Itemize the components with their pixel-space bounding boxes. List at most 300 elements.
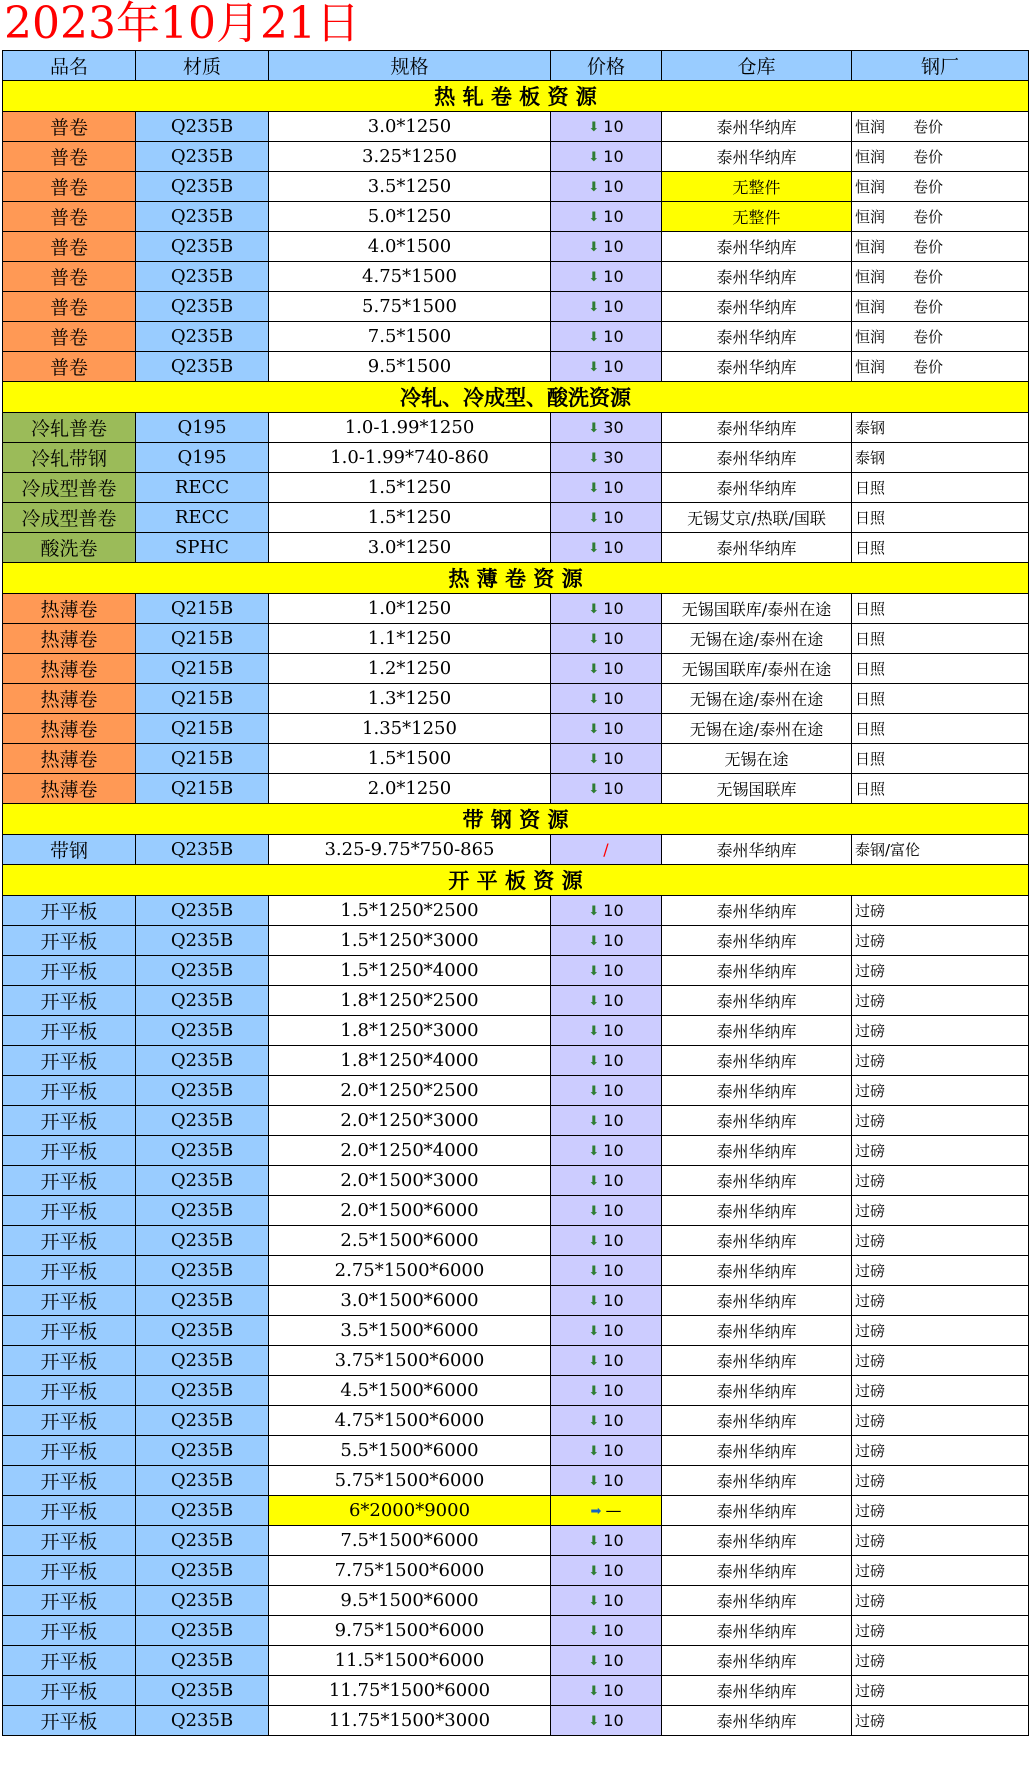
warehouse-cell: 泰州华纳库 — [662, 1016, 852, 1046]
product-name-cell: 开平板 — [3, 1076, 136, 1106]
spec-cell: 7.5*1500*6000 — [269, 1526, 551, 1556]
spec-cell: 5.75*1500 — [269, 292, 551, 322]
spec-cell: 11.75*1500*3000 — [269, 1706, 551, 1736]
warehouse-cell: 泰州华纳库 — [662, 112, 852, 142]
warehouse-cell: 泰州华纳库 — [662, 1436, 852, 1466]
mill-name: 过磅 — [855, 1082, 886, 1100]
warehouse-cell: 泰州华纳库 — [662, 1376, 852, 1406]
mill-name: 过磅 — [855, 1652, 886, 1670]
warehouse-cell: 泰州华纳库 — [662, 142, 852, 172]
material-cell: Q235B — [136, 202, 269, 232]
header-mill: 钢厂 — [852, 51, 1029, 81]
product-name-cell: 开平板 — [3, 1436, 136, 1466]
price-cell — [551, 443, 662, 473]
warehouse-cell: 无锡国联库 — [662, 774, 852, 804]
table-row — [3, 956, 1029, 986]
mill-name: 过磅 — [855, 1382, 886, 1400]
price-table — [2, 50, 1029, 1736]
product-name-cell: 普卷 — [3, 142, 136, 172]
warehouse-cell: 泰州华纳库 — [662, 1556, 852, 1586]
mill-cell — [852, 352, 1029, 382]
material-cell: Q215B — [136, 654, 269, 684]
arrow-down-icon: ⬇ — [588, 421, 600, 436]
section-title: 带 钢 资 源 — [3, 804, 1029, 835]
warehouse-cell: 泰州华纳库 — [662, 1466, 852, 1496]
arrow-down-icon: ⬇ — [588, 692, 600, 707]
price-cell — [551, 473, 662, 503]
price-cell — [551, 1406, 662, 1436]
price-value: 10 — [603, 1621, 624, 1640]
product-name-cell: 普卷 — [3, 262, 136, 292]
spec-cell: 3.5*1250 — [269, 172, 551, 202]
warehouse-cell: 泰州华纳库 — [662, 1196, 852, 1226]
product-name-cell: 冷轧普卷 — [3, 413, 136, 443]
mill-cell — [852, 503, 1029, 533]
mill-cell — [852, 1406, 1029, 1436]
product-name-cell: 热薄卷 — [3, 774, 136, 804]
material-cell: Q235B — [136, 1046, 269, 1076]
mill-cell — [852, 292, 1029, 322]
mill-name: 过磅 — [855, 932, 886, 950]
header-material: 材质 — [136, 51, 269, 81]
material-cell: Q235B — [136, 1316, 269, 1346]
product-name-cell: 开平板 — [3, 926, 136, 956]
mill-cell — [852, 533, 1029, 563]
warehouse-cell: 无整件 — [662, 202, 852, 232]
spec-cell: 2.75*1500*6000 — [269, 1256, 551, 1286]
warehouse-cell: 泰州华纳库 — [662, 1646, 852, 1676]
warehouse-cell: 无锡国联库/泰州在途 — [662, 594, 852, 624]
warehouse-cell: 泰州华纳库 — [662, 1676, 852, 1706]
mill-name: 日照 — [855, 660, 886, 678]
product-name-cell: 开平板 — [3, 1016, 136, 1046]
spec-cell: 9.5*1500*6000 — [269, 1586, 551, 1616]
material-cell: Q235B — [136, 1646, 269, 1676]
price-cell — [551, 956, 662, 986]
table-row — [3, 1166, 1029, 1196]
material-cell: Q235B — [136, 1586, 269, 1616]
spec-cell: 1.3*1250 — [269, 684, 551, 714]
arrow-down-icon: ⬇ — [588, 180, 600, 195]
price-cell — [551, 262, 662, 292]
material-cell: Q235B — [136, 1166, 269, 1196]
material-cell: Q235B — [136, 232, 269, 262]
arrow-down-icon: ⬇ — [588, 511, 600, 526]
material-cell: Q235B — [136, 835, 269, 865]
table-row — [3, 926, 1029, 956]
table-row — [3, 684, 1029, 714]
mill-cell — [852, 1616, 1029, 1646]
table-row — [3, 352, 1029, 382]
material-cell: Q235B — [136, 292, 269, 322]
price-value: 10 — [603, 1531, 624, 1550]
mill-name: 恒润 — [855, 358, 886, 376]
table-row — [3, 594, 1029, 624]
material-cell: Q235B — [136, 1016, 269, 1046]
price-value: 10 — [603, 991, 624, 1010]
product-name-cell: 开平板 — [3, 986, 136, 1016]
price-value: 30 — [603, 418, 624, 437]
material-cell: Q235B — [136, 926, 269, 956]
price-value: 10 — [603, 117, 624, 136]
product-name-cell: 普卷 — [3, 172, 136, 202]
mill-cell — [852, 594, 1029, 624]
spec-cell: 2.0*1250 — [269, 774, 551, 804]
price-value: 10 — [603, 719, 624, 738]
price-value: 10 — [603, 508, 624, 527]
price-cell — [551, 896, 662, 926]
product-name-cell: 热薄卷 — [3, 744, 136, 774]
table-row — [3, 1226, 1029, 1256]
mill-name: 日照 — [855, 539, 886, 557]
material-cell: Q215B — [136, 624, 269, 654]
table-row — [3, 1346, 1029, 1376]
mill-cell — [852, 172, 1029, 202]
warehouse-cell: 泰州华纳库 — [662, 413, 852, 443]
product-name-cell: 冷成型普卷 — [3, 473, 136, 503]
arrow-down-icon: ⬇ — [588, 481, 600, 496]
warehouse-cell: 泰州华纳库 — [662, 1706, 852, 1736]
mill-cell — [852, 1076, 1029, 1106]
section-title: 热 轧 卷 板 资 源 — [3, 81, 1029, 112]
mill-cell — [852, 1136, 1029, 1166]
spec-cell: 9.5*1500 — [269, 352, 551, 382]
table-row — [3, 443, 1029, 473]
price-value: 10 — [603, 1051, 624, 1070]
arrow-down-icon: ⬇ — [588, 330, 600, 345]
material-cell: Q235B — [136, 1286, 269, 1316]
spec-cell: 4.75*1500 — [269, 262, 551, 292]
product-name-cell: 开平板 — [3, 1046, 136, 1076]
mill-cell — [852, 1316, 1029, 1346]
mill-cell — [852, 473, 1029, 503]
arrow-down-icon: ⬇ — [588, 1264, 600, 1279]
mill-cell — [852, 1556, 1029, 1586]
table-row — [3, 986, 1029, 1016]
product-name-cell: 开平板 — [3, 1346, 136, 1376]
mill-cell — [852, 262, 1029, 292]
table-row — [3, 1256, 1029, 1286]
spec-cell: 1.0*1250 — [269, 594, 551, 624]
price-cell — [551, 322, 662, 352]
mill-name: 日照 — [855, 690, 886, 708]
price-cell — [551, 503, 662, 533]
table-row — [3, 172, 1029, 202]
mill-name: 过磅 — [855, 1412, 886, 1430]
mill-note: 卷价 — [913, 298, 944, 316]
table-row — [3, 1316, 1029, 1346]
spec-cell: 3.25-9.75*750-865 — [269, 835, 551, 865]
spec-cell: 1.5*1250 — [269, 503, 551, 533]
material-cell: Q235B — [136, 1676, 269, 1706]
mill-name: 过磅 — [855, 1292, 886, 1310]
price-cell — [551, 1046, 662, 1076]
mill-name: 过磅 — [855, 1262, 886, 1280]
table-row — [3, 142, 1029, 172]
mill-note: 卷价 — [913, 328, 944, 346]
table-row — [3, 1586, 1029, 1616]
table-row — [3, 232, 1029, 262]
mill-note: 卷价 — [913, 208, 944, 226]
price-value: 10 — [603, 1231, 624, 1250]
product-name-cell: 热薄卷 — [3, 684, 136, 714]
spec-cell: 1.0-1.99*740-860 — [269, 443, 551, 473]
arrow-right-icon: ➡ — [590, 1504, 602, 1519]
arrow-down-icon: ⬇ — [588, 451, 600, 466]
price-cell — [551, 1376, 662, 1406]
price-cell — [551, 1136, 662, 1166]
price-cell — [551, 413, 662, 443]
material-cell: Q195 — [136, 443, 269, 473]
price-cell — [551, 926, 662, 956]
table-row — [3, 1466, 1029, 1496]
price-value: 10 — [603, 1561, 624, 1580]
arrow-down-icon: ⬇ — [588, 1294, 600, 1309]
table-row — [3, 1106, 1029, 1136]
price-value: 10 — [603, 1081, 624, 1100]
material-cell: RECC — [136, 503, 269, 533]
price-cell — [551, 714, 662, 744]
table-row — [3, 714, 1029, 744]
material-cell: Q235B — [136, 1196, 269, 1226]
price-value: 10 — [603, 237, 624, 256]
product-name-cell: 开平板 — [3, 1106, 136, 1136]
spec-cell: 2.0*1250*3000 — [269, 1106, 551, 1136]
arrow-down-icon: ⬇ — [588, 150, 600, 165]
product-name-cell: 开平板 — [3, 1316, 136, 1346]
mill-cell — [852, 1286, 1029, 1316]
arrow-down-icon: ⬇ — [588, 1084, 600, 1099]
mill-name: 过磅 — [855, 1502, 886, 1520]
price-cell — [551, 835, 662, 865]
price-value: 30 — [603, 448, 624, 467]
mill-cell — [852, 835, 1029, 865]
table-row — [3, 292, 1029, 322]
price-value: 10 — [603, 1471, 624, 1490]
section-header-row — [3, 563, 1029, 594]
mill-cell — [852, 986, 1029, 1016]
spec-cell: 1.1*1250 — [269, 624, 551, 654]
spec-cell: 4.0*1500 — [269, 232, 551, 262]
mill-cell — [852, 112, 1029, 142]
price-value: 10 — [603, 659, 624, 678]
mill-name: 过磅 — [855, 1232, 886, 1250]
price-value: 10 — [603, 147, 624, 166]
mill-name: 恒润 — [855, 298, 886, 316]
arrow-down-icon: ⬇ — [588, 1144, 600, 1159]
header-row — [3, 51, 1029, 81]
mill-name: 恒润 — [855, 118, 886, 136]
arrow-down-icon: ⬇ — [588, 632, 600, 647]
material-cell: Q235B — [136, 956, 269, 986]
mill-note: 卷价 — [913, 178, 944, 196]
material-cell: Q235B — [136, 1526, 269, 1556]
table-row — [3, 262, 1029, 292]
warehouse-cell: 无锡在途/泰州在途 — [662, 714, 852, 744]
price-cell — [551, 684, 662, 714]
mill-name: 过磅 — [855, 1532, 886, 1550]
mill-name: 过磅 — [855, 1172, 886, 1190]
mill-cell — [852, 322, 1029, 352]
warehouse-cell: 泰州华纳库 — [662, 1166, 852, 1196]
warehouse-cell: 泰州华纳库 — [662, 1406, 852, 1436]
mill-name: 过磅 — [855, 1142, 886, 1160]
product-name-cell: 热薄卷 — [3, 714, 136, 744]
mill-cell — [852, 1526, 1029, 1556]
mill-name: 日照 — [855, 479, 886, 497]
price-cell — [551, 1256, 662, 1286]
product-name-cell: 开平板 — [3, 1676, 136, 1706]
section-header-row — [3, 81, 1029, 112]
material-cell: Q235B — [136, 142, 269, 172]
price-value: 10 — [603, 1591, 624, 1610]
table-row — [3, 1496, 1029, 1526]
price-cell — [551, 1346, 662, 1376]
table-row — [3, 1526, 1029, 1556]
spec-cell: 1.5*1500 — [269, 744, 551, 774]
mill-name: 过磅 — [855, 992, 886, 1010]
product-name-cell: 开平板 — [3, 1166, 136, 1196]
spec-cell: 7.75*1500*6000 — [269, 1556, 551, 1586]
material-cell: Q215B — [136, 774, 269, 804]
price-value: 10 — [603, 1351, 624, 1370]
price-value: 10 — [603, 1201, 624, 1220]
product-name-cell: 开平板 — [3, 1586, 136, 1616]
table-row — [3, 1676, 1029, 1706]
mill-name: 过磅 — [855, 1052, 886, 1070]
mill-cell — [852, 654, 1029, 684]
table-row — [3, 896, 1029, 926]
product-name-cell: 普卷 — [3, 292, 136, 322]
product-name-cell: 开平板 — [3, 1556, 136, 1586]
spec-cell: 7.5*1500 — [269, 322, 551, 352]
mill-cell — [852, 1196, 1029, 1226]
spec-cell: 1.8*1250*3000 — [269, 1016, 551, 1046]
warehouse-cell: 泰州华纳库 — [662, 986, 852, 1016]
warehouse-cell: 泰州华纳库 — [662, 1616, 852, 1646]
material-cell: Q235B — [136, 1346, 269, 1376]
mill-name: 过磅 — [855, 962, 886, 980]
arrow-down-icon: ⬇ — [588, 934, 600, 949]
mill-cell — [852, 443, 1029, 473]
price-value: 10 — [603, 1021, 624, 1040]
arrow-down-icon: ⬇ — [588, 722, 600, 737]
mill-name: 恒润 — [855, 148, 886, 166]
price-cell — [551, 142, 662, 172]
product-name-cell: 普卷 — [3, 322, 136, 352]
price-cell — [551, 1016, 662, 1046]
price-cell — [551, 1316, 662, 1346]
arrow-down-icon: ⬇ — [588, 1234, 600, 1249]
warehouse-cell: 泰州华纳库 — [662, 956, 852, 986]
price-cell — [551, 1466, 662, 1496]
spec-cell: 1.5*1250*2500 — [269, 896, 551, 926]
mill-cell — [852, 1646, 1029, 1676]
material-cell: Q235B — [136, 896, 269, 926]
price-cell — [551, 744, 662, 774]
spec-cell: 3.5*1500*6000 — [269, 1316, 551, 1346]
price-value: 10 — [603, 357, 624, 376]
spec-cell: 2.0*1500*6000 — [269, 1196, 551, 1226]
mill-cell — [852, 1376, 1029, 1406]
mill-cell — [852, 1016, 1029, 1046]
price-cell — [551, 1676, 662, 1706]
price-value: 10 — [603, 478, 624, 497]
mill-name: 过磅 — [855, 1622, 886, 1640]
warehouse-cell: 泰州华纳库 — [662, 1316, 852, 1346]
table-row — [3, 1016, 1029, 1046]
warehouse-cell: 泰州华纳库 — [662, 473, 852, 503]
product-name-cell: 开平板 — [3, 956, 136, 986]
warehouse-cell: 泰州华纳库 — [662, 1346, 852, 1376]
warehouse-cell: 泰州华纳库 — [662, 1136, 852, 1166]
price-cell — [551, 654, 662, 684]
header-warehouse: 仓库 — [662, 51, 852, 81]
product-name-cell: 开平板 — [3, 1136, 136, 1166]
table-row — [3, 533, 1029, 563]
price-value: 10 — [603, 629, 624, 648]
arrow-down-icon: ⬇ — [588, 1114, 600, 1129]
price-cell — [551, 1226, 662, 1256]
price-cell — [551, 1286, 662, 1316]
mill-note: 卷价 — [913, 148, 944, 166]
arrow-down-icon: ⬇ — [588, 662, 600, 677]
price-cell — [551, 232, 662, 262]
arrow-down-icon: ⬇ — [588, 1354, 600, 1369]
spec-cell: 1.2*1250 — [269, 654, 551, 684]
mill-cell — [852, 1346, 1029, 1376]
mill-cell — [852, 1496, 1029, 1526]
mill-name: 日照 — [855, 780, 886, 798]
header-spec: 规格 — [269, 51, 551, 81]
warehouse-cell: 泰州华纳库 — [662, 1586, 852, 1616]
price-value: 10 — [603, 538, 624, 557]
arrow-down-icon: ⬇ — [588, 1714, 600, 1729]
material-cell: Q235B — [136, 172, 269, 202]
price-value: 10 — [603, 327, 624, 346]
product-name-cell: 开平板 — [3, 1646, 136, 1676]
page-title: 2023年10月21日 — [4, 0, 360, 49]
material-cell: RECC — [136, 473, 269, 503]
price-cell — [551, 1586, 662, 1616]
warehouse-cell: 无锡艾京/热联/国联 — [662, 503, 852, 533]
price-value: 10 — [603, 1291, 624, 1310]
mill-cell — [852, 1166, 1029, 1196]
spec-cell: 5.75*1500*6000 — [269, 1466, 551, 1496]
table-body — [3, 81, 1029, 1736]
mill-name: 泰钢 — [855, 419, 886, 437]
arrow-down-icon: ⬇ — [588, 1054, 600, 1069]
table-row — [3, 473, 1029, 503]
price-value: 10 — [603, 1111, 624, 1130]
mill-note: 卷价 — [913, 268, 944, 286]
product-name-cell: 冷轧带钢 — [3, 443, 136, 473]
material-cell: Q195 — [136, 413, 269, 443]
mill-name: 恒润 — [855, 178, 886, 196]
spec-cell: 2.0*1250*2500 — [269, 1076, 551, 1106]
table-row — [3, 1406, 1029, 1436]
spec-cell: 3.75*1500*6000 — [269, 1346, 551, 1376]
price-value: 10 — [603, 1321, 624, 1340]
arrow-down-icon: ⬇ — [588, 1624, 600, 1639]
spec-cell: 4.5*1500*6000 — [269, 1376, 551, 1406]
warehouse-cell: 泰州华纳库 — [662, 1256, 852, 1286]
spec-cell: 1.35*1250 — [269, 714, 551, 744]
price-cell — [551, 1106, 662, 1136]
section-title: 热 薄 卷 资 源 — [3, 563, 1029, 594]
mill-name: 过磅 — [855, 1022, 886, 1040]
material-cell: Q215B — [136, 744, 269, 774]
